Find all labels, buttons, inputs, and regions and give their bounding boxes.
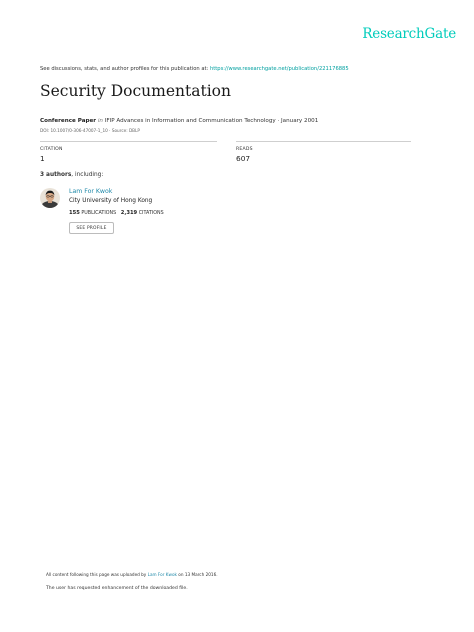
journal-name[interactable]: IFIP Advances in Information and Communication Technology: [104, 118, 276, 124]
discussion-line: [40, 66, 349, 72]
enhancement-note: The user has requested enhancement of the downloaded file.: [46, 586, 188, 591]
researchgate-logo[interactable]: ResearchGate: [362, 26, 456, 42]
citations-label: CITATIONS: [138, 211, 164, 216]
venue-in: in: [97, 118, 103, 124]
upload-suffix: on 13 March 2016.: [176, 572, 218, 577]
upload-note: [46, 572, 218, 577]
divider-right: [236, 141, 411, 142]
upload-prefix: All content following this page was uploaded by: [46, 572, 148, 577]
author-name-link[interactable]: Lam For Kwok: [69, 188, 113, 195]
reads-label: READS: [236, 147, 253, 152]
avatar[interactable]: [40, 188, 60, 208]
authors-count: 3 authors: [40, 172, 72, 178]
reads-value: 607: [236, 154, 251, 163]
see-profile-button[interactable]: SEE PROFILE: [69, 222, 114, 234]
doi-line: DOI: 10.1007/0-306-47007-1_10 · Source: DBLP: [40, 128, 140, 133]
publication-type: Conference Paper: [40, 118, 97, 124]
publication-date: January 2001: [281, 118, 319, 124]
venue-line: [40, 118, 318, 124]
authors-heading: [40, 172, 103, 178]
page-title: Security Documentation: [40, 82, 231, 100]
publication-url-link[interactable]: https://www.researchgate.net/publication/221176885: [209, 66, 349, 72]
author-stats: [69, 210, 164, 216]
venue-separator: ·: [275, 118, 282, 124]
publications-count: 155: [69, 210, 80, 216]
author-institution: City University of Hong Kong: [69, 198, 153, 204]
uploader-link[interactable]: Lam For Kwok: [147, 572, 177, 577]
citation-value: 1: [40, 154, 45, 163]
publications-label: PUBLICATIONS: [81, 211, 117, 216]
citation-label: CITATION: [40, 147, 63, 152]
divider-left: [40, 141, 217, 142]
authors-including: , including:: [71, 172, 104, 178]
citations-count: 2,319: [120, 210, 138, 216]
discussion-text: See discussions, stats, and author profiles for this publication at:: [40, 66, 210, 72]
author-photo: [40, 188, 60, 208]
